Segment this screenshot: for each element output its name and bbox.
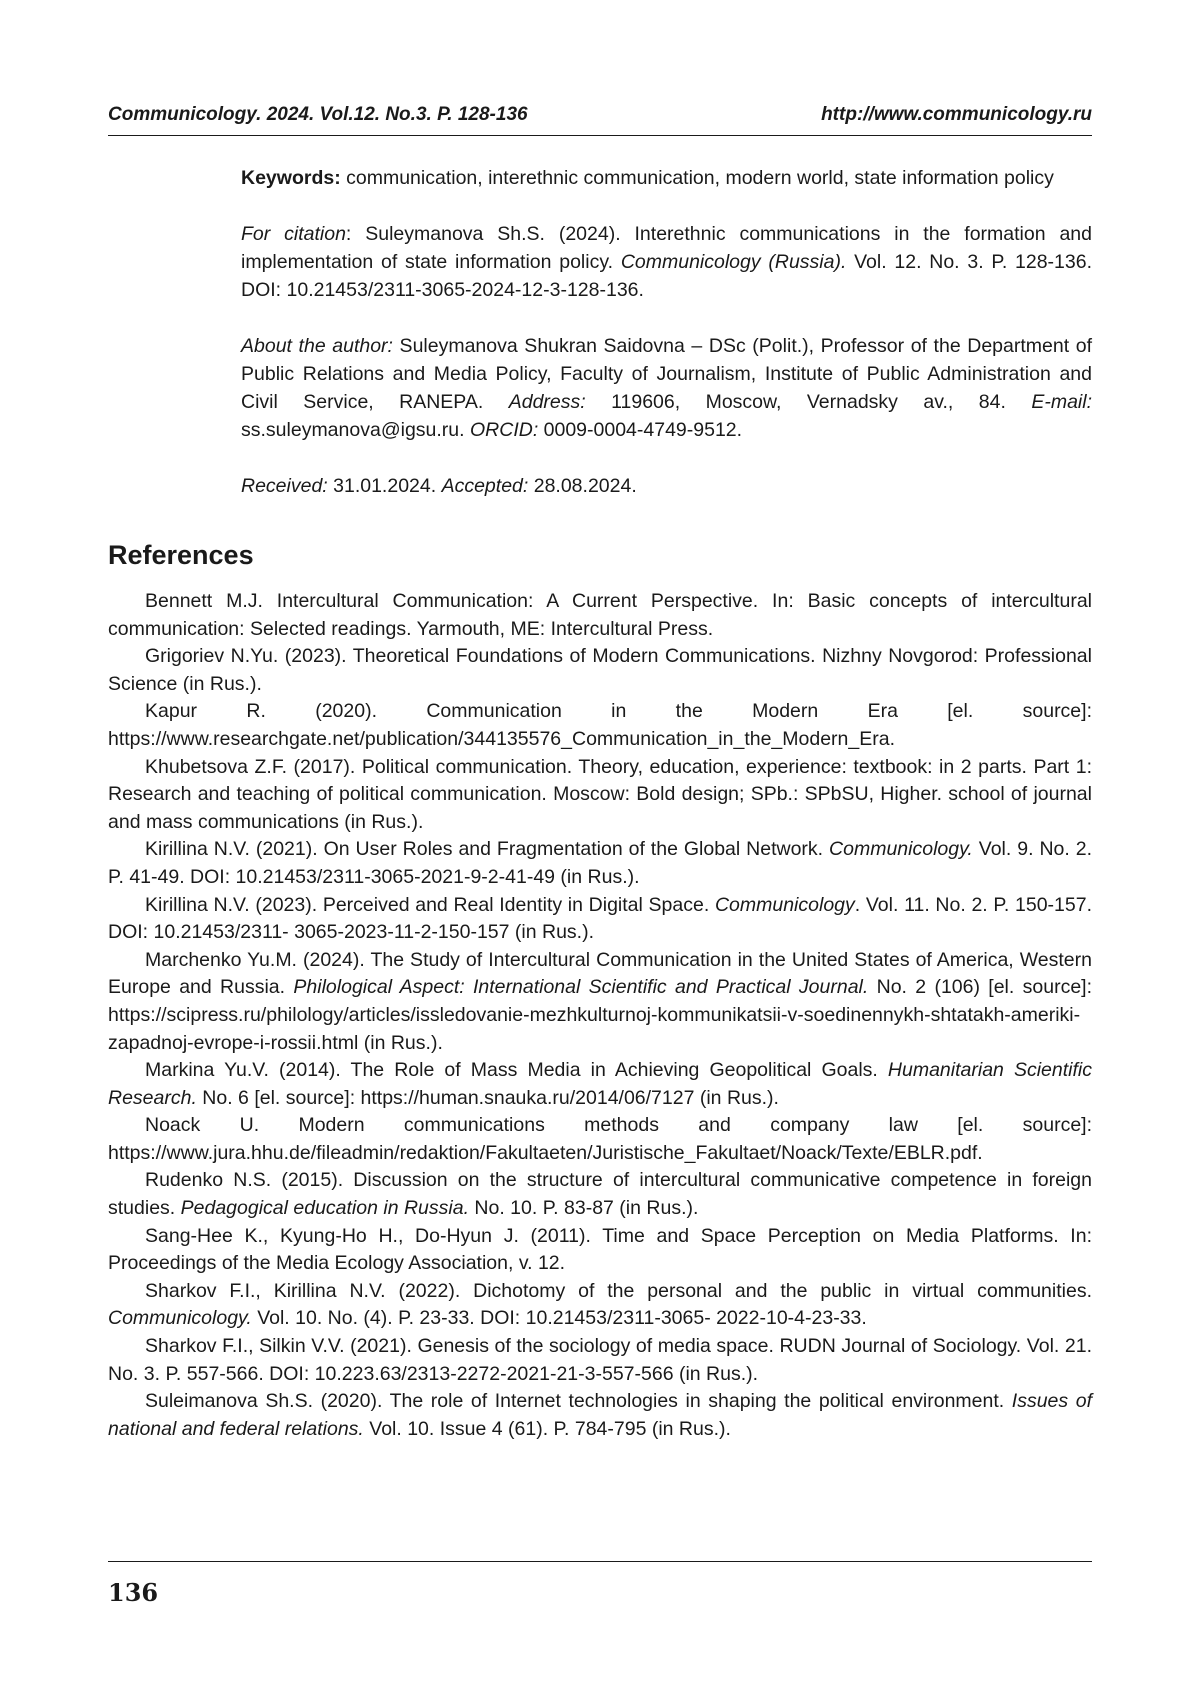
reference-item: Noack U. Modern communications methods and company law [el. source]: https://www.jura.hhu.de/fileadmin/redaktion/Fakultaeten/Juristische_Fakultaet/Noack/Texte/EBLR.pdf. xyxy=(108,1114,1092,1164)
page-number: 136 xyxy=(108,1578,159,1607)
reference-list xyxy=(108,588,1092,1443)
citation-text: : Suleymanova Sh.S. (2024). Interethnic communications in the formation and implementation of state information policy. xyxy=(241,223,1092,273)
reference-item: Kapur R. (2020). Communication in the Modern Era [el. source]: https://www.researchgate.net/publication/344135576_Communication_in_the_Modern_Era. xyxy=(108,700,1092,750)
about-author xyxy=(241,332,1092,444)
reference-item: Kirillina N.V. (2023). Perceived and Real Identity in Digital Space. Communicology. Vol. 11. No. 2. P. 150-157. DOI: 10.21453/2311- 3065-2023-11-2-150-157 (in Rus.). xyxy=(108,893,1092,944)
author-label: About the author: xyxy=(241,335,393,357)
reference-item: Sang-Hee K., Kyung-Ho H., Do-Hyun J. (2011). Time and Space Perception on Media Platforms. In: Proceedings of the Media Ecology Association, v. 12. xyxy=(108,1224,1092,1275)
orcid-label: ORCID: xyxy=(469,419,539,441)
running-header xyxy=(108,104,1092,126)
journal-url[interactable]: http://www.communicology.ru xyxy=(821,104,1092,125)
received-label: Received: xyxy=(241,475,328,497)
citation-label: For citation xyxy=(241,223,346,245)
reference-item: Sharkov F.I., Silkin V.V. (2021). Genesis of the sociology of media space. RUDN Journal of Sociology. Vol. 21. No. 3. P. 557-566. DOI: 10.223.63/2313-2272-2021-21-3-557-566 (in Rus.). xyxy=(108,1335,1092,1385)
address-label: Address: xyxy=(508,391,586,413)
orcid-text: 0009-0004-4749-9512. xyxy=(538,419,743,441)
article-metadata xyxy=(241,164,1092,500)
reference-item: Marchenko Yu.M. (2024). The Study of Intercultural Communication in the United States of America, Western Europe and Russia. Philological Aspect: International Scientific and Practical Journal. No. 2 (106) [el. source]: https://scipress.ru/philology/articles/issledovanie-mezhkulturnoj-kommunikatsii-v-soedinennykh-shtatakh-ameriki-zapadnoj-evrope-i-rossii.html (in Rus.). xyxy=(108,948,1092,1054)
keywords xyxy=(241,164,1092,192)
reference-item: Markina Yu.V. (2014). The Role of Mass Media in Achieving Geopolitical Goals. Humanitarian Scientific Research. No. 6 [el. source]: https://human.snauka.ru/2014/06/7127 (in Rus.). xyxy=(108,1059,1092,1109)
references-heading: References xyxy=(108,540,254,570)
reference-item: Grigoriev N.Yu. (2023). Theoretical Foundations of Modern Communications. Nizhny Novgorod: Professional Science (in Rus.). xyxy=(108,645,1092,695)
author-text: Suleymanova Shukran Saidovna – DSc (Polit.), Professor of the Department of Public Relations and Media Policy, Faculty of Journalism, Institute of Public Administration and Civil Service, RANEPA. xyxy=(241,335,1092,413)
reference-item: Khubetsova Z.F. (2017). Political communication. Theory, education, experience: textbook: in 2 parts. Part 1: Research and teaching of political communication. Moscow: Bold design; SPb.: SPbSU, Higher. school of journal and mass communications (in Rus.). xyxy=(108,755,1092,833)
keywords-text: communication, interethnic communication, modern world, state information policy xyxy=(340,167,1054,189)
email-text[interactable]: ss.suleymanova@igsu.ru. xyxy=(241,419,470,441)
citation-journal: Communicology (Russia). xyxy=(620,251,847,273)
reference-item: Rudenko N.S. (2015). Discussion on the structure of intercultural communicative competence in foreign studies. Pedagogical education in Russia. No. 10. P. 83-87 (in Rus.). xyxy=(108,1169,1092,1220)
email-label: E-mail: xyxy=(1031,391,1092,413)
keywords-label: Keywords: xyxy=(241,167,341,189)
reference-item: Suleimanova Sh.S. (2020). The role of Internet technologies in shaping the political environment. Issues of national and federal relations. Vol. 10. Issue 4 (61). P. 784-795 (in Rus.). xyxy=(108,1390,1092,1440)
reference-item: Kirillina N.V. (2021). On User Roles and Fragmentation of the Global Network. Communicology. Vol. 9. No. 2. P. 41-49. DOI: 10.21453/2311-3065-2021-9-2-41-49 (in Rus.). xyxy=(108,838,1092,888)
accepted-date: 28.08.2024. xyxy=(528,475,637,497)
accepted-label: Accepted: xyxy=(441,475,529,497)
footer-divider xyxy=(108,1561,1092,1562)
citation xyxy=(241,220,1092,304)
reference-item: Sharkov F.I., Kirillina N.V. (2022). Dichotomy of the personal and the public in virtual communities. Communicology. Vol. 10. No. (4). P. 23-33. DOI: 10.21453/2311-3065- 2022-10-4-23-33. xyxy=(108,1279,1092,1330)
citation-details: Vol. 12. No. 3. P. 128-136. DOI: 10.21453/2311-3065-2024-12-3-128-136. xyxy=(241,251,1092,301)
address-text: 119606, Moscow, Vernadsky av., 84. xyxy=(585,391,1032,413)
reference-item: Bennett M.J. Intercultural Communication: A Current Perspective. In: Basic concepts of intercultural communication: Selected readings. Yarmouth, ME: Intercultural Press. xyxy=(108,590,1092,640)
received-date: 31.01.2024. xyxy=(327,475,442,497)
journal-citation-header: Communicology. 2024. Vol.12. No.3. P. 128-136 xyxy=(108,104,528,125)
dates xyxy=(241,472,1092,500)
header-divider xyxy=(108,135,1092,136)
